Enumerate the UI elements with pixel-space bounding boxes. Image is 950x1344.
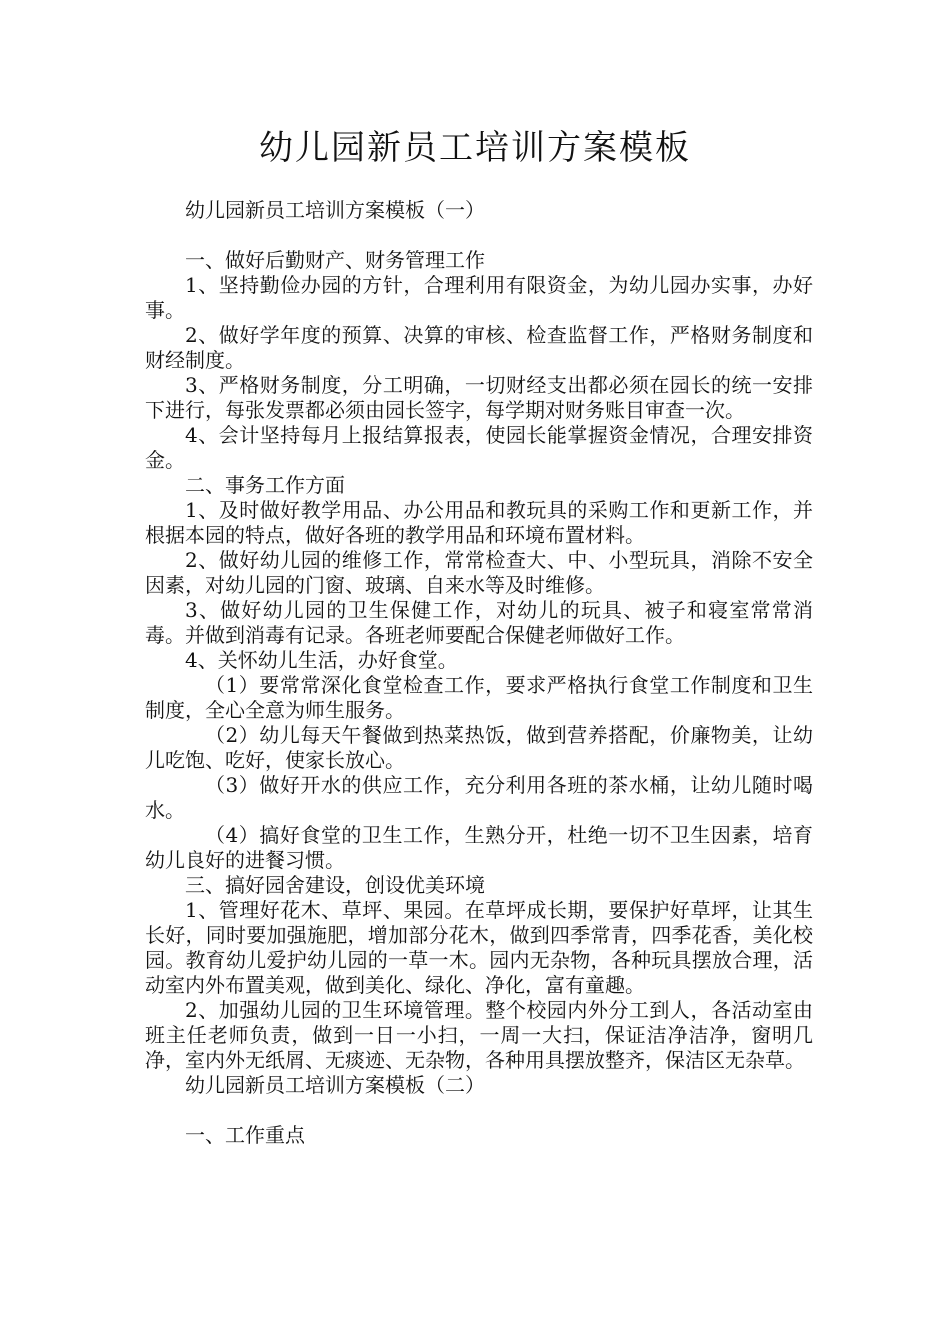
section-heading: 一、工作重点 [185, 1123, 305, 1147]
paragraph: （3）做好开水的供应工作，充分利用各班的茶水桶，让幼儿随时喝水。 [145, 773, 813, 822]
page-title: 幼儿园新员工培训方案模板 [259, 128, 691, 168]
paragraph: 3、做好幼儿园的卫生保健工作，对幼儿的玩具、被子和寝室常常消毒。并做到消毒有记录。各班老师要配合保健老师做好工作。 [145, 598, 813, 647]
paragraph: 4、会计坚持每月上报结算报表，使园长能掌握资金情况，合理安排资金。 [145, 423, 813, 472]
section-heading: 三、搞好园舍建设，创设优美环境 [185, 873, 485, 897]
paragraph: 2、做好学年度的预算、决算的审核、检查监督工作，严格财务制度和财经制度。 [145, 323, 813, 372]
spacer [145, 223, 813, 248]
paragraph: 4、关怀幼儿生活，办好食堂。 [185, 648, 458, 672]
paragraph: （2）幼儿每天午餐做到热菜热饭，做到营养搭配，价廉物美，让幼儿吃饱、吃好，使家长放心。 [145, 723, 813, 772]
spacer [145, 1098, 813, 1123]
section-heading: 一、做好后勤财产、财务管理工作 [185, 248, 485, 272]
paragraph: 1、及时做好教学用品、办公用品和教玩具的采购工作和更新工作，并根据本园的特点，做好各班的教学用品和环境布置材料。 [145, 498, 813, 547]
paragraph: 2、做好幼儿园的维修工作，常常检查大、中、小型玩具，消除不安全因素，对幼儿园的门窗、玻璃、自来水等及时维修。 [145, 548, 813, 597]
paragraph: （4）搞好食堂的卫生工作，生熟分开，杜绝一切不卫生因素，培育幼儿良好的进餐习惯。 [145, 823, 813, 872]
paragraph: 2、加强幼儿园的卫生环境管理。整个校园内外分工到人，各活动室由班主任老师负责，做到一日一小扫，一周一大扫，保证洁净洁净，窗明几净，室内外无纸屑、无痰迹、无杂物，各种用具摆放整齐，保洁区无杂草。 [145, 998, 813, 1072]
paragraph: 3、严格财务制度，分工明确，一切财经支出都必须在园长的统一安排下进行，每张发票都必须由园长签字，每学期对财务账目审查一次。 [145, 373, 813, 422]
section-heading: 幼儿园新员工培训方案模板（一） [185, 198, 485, 222]
paragraph: （1）要常常深化食堂检查工作，要求严格执行食堂工作制度和卫生制度，全心全意为师生服务。 [145, 673, 813, 722]
paragraph: 1、坚持勤俭办园的方针，合理利用有限资金，为幼儿园办实事，办好事。 [145, 273, 813, 322]
section-heading: 二、事务工作方面 [185, 473, 345, 497]
document-body [145, 198, 813, 1148]
paragraph: 1、管理好花木、草坪、果园。在草坪成长期，要保护好草坪，让其生长好，同时要加强施肥，增加部分花木，做到四季常青，四季花香，美化校园。教育幼儿爱护幼儿园的一草一木。园内无杂物，各种玩具摆放合理，活动室内外布置美观，做到美化、绿化、净化，富有童趣。 [145, 898, 813, 997]
section-heading: 幼儿园新员工培训方案模板（二） [185, 1073, 485, 1097]
